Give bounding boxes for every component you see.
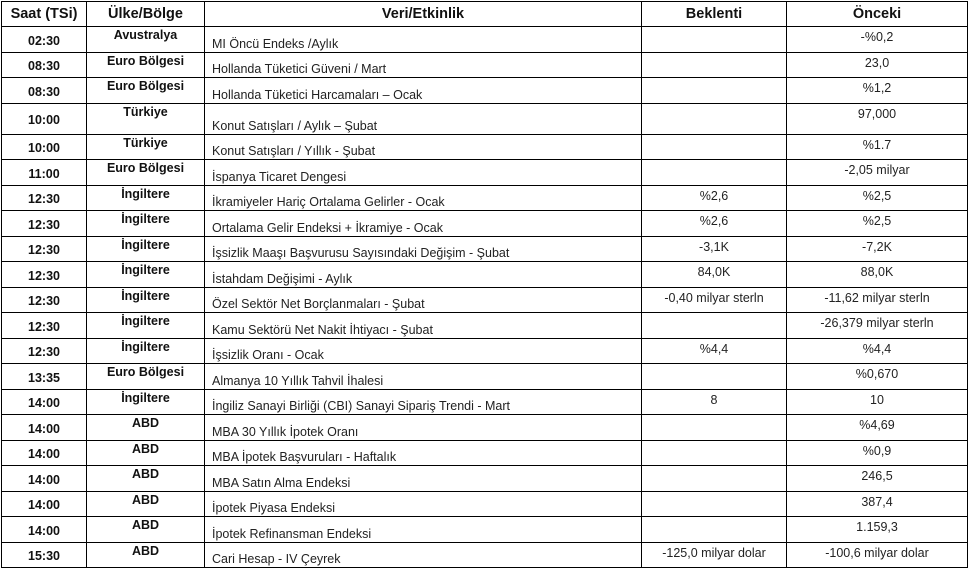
country-cell: İngiltere xyxy=(87,236,205,262)
expected-cell: -125,0 milyar dolar xyxy=(642,542,787,568)
event-cell: Kamu Sektörü Net Nakit İhtiyacı - Şubat xyxy=(205,313,642,339)
time-cell: 08:30 xyxy=(2,78,87,104)
country-cell: Euro Bölgesi xyxy=(87,160,205,186)
country-cell: ABD xyxy=(87,415,205,441)
event-cell: MBA İpotek Başvuruları - Haftalık xyxy=(205,440,642,466)
previous-cell: 23,0 xyxy=(787,52,968,78)
country-cell: ABD xyxy=(87,491,205,517)
event-cell: İşsizlik Oranı - Ocak xyxy=(205,338,642,364)
country-cell: ABD xyxy=(87,440,205,466)
table-row xyxy=(2,211,968,237)
event-cell: Almanya 10 Yıllık Tahvil İhalesi xyxy=(205,364,642,390)
header-previous: Önceki xyxy=(787,2,968,27)
previous-cell: -2,05 milyar xyxy=(787,160,968,186)
event-cell: Özel Sektör Net Borçlanmaları - Şubat xyxy=(205,287,642,313)
table-row xyxy=(2,160,968,186)
country-cell: İngiltere xyxy=(87,211,205,237)
country-cell: Euro Bölgesi xyxy=(87,78,205,104)
expected-cell xyxy=(642,440,787,466)
previous-cell: %2,5 xyxy=(787,211,968,237)
country-cell: İngiltere xyxy=(87,338,205,364)
expected-cell: -3,1K xyxy=(642,236,787,262)
time-cell: 14:00 xyxy=(2,517,87,543)
table-row xyxy=(2,185,968,211)
time-cell: 14:00 xyxy=(2,466,87,492)
header-country: Ülke/Bölge xyxy=(87,2,205,27)
expected-cell: 84,0K xyxy=(642,262,787,288)
expected-cell xyxy=(642,466,787,492)
table-row xyxy=(2,542,968,568)
previous-cell: %4,4 xyxy=(787,338,968,364)
event-cell: Cari Hesap - IV Çeyrek xyxy=(205,542,642,568)
time-cell: 12:30 xyxy=(2,313,87,339)
country-cell: ABD xyxy=(87,517,205,543)
previous-cell: -11,62 milyar sterln xyxy=(787,287,968,313)
table-row xyxy=(2,287,968,313)
time-cell: 12:30 xyxy=(2,338,87,364)
expected-cell xyxy=(642,134,787,160)
event-cell: İspanya Ticaret Dengesi xyxy=(205,160,642,186)
event-cell: Konut Satışları / Yıllık - Şubat xyxy=(205,134,642,160)
header-expected: Beklenti xyxy=(642,2,787,27)
expected-cell xyxy=(642,517,787,543)
event-cell: Hollanda Tüketici Güveni / Mart xyxy=(205,52,642,78)
expected-cell: %2,6 xyxy=(642,185,787,211)
event-cell: İstahdam Değişimi - Aylık xyxy=(205,262,642,288)
expected-cell: %4,4 xyxy=(642,338,787,364)
previous-cell: 97,000 xyxy=(787,103,968,134)
time-cell: 08:30 xyxy=(2,52,87,78)
event-cell: MI Öncü Endeks /Aylık xyxy=(205,27,642,53)
event-cell: İkramiyeler Hariç Ortalama Gelirler - Ocak xyxy=(205,185,642,211)
table-row xyxy=(2,78,968,104)
previous-cell: 246,5 xyxy=(787,466,968,492)
previous-cell: %2,5 xyxy=(787,185,968,211)
time-cell: 13:35 xyxy=(2,364,87,390)
table-row xyxy=(2,27,968,53)
previous-cell: %0,670 xyxy=(787,364,968,390)
time-cell: 15:30 xyxy=(2,542,87,568)
country-cell: ABD xyxy=(87,466,205,492)
previous-cell: 10 xyxy=(787,389,968,415)
event-cell: İşsizlik Maaşı Başvurusu Sayısındaki Değişim - Şubat xyxy=(205,236,642,262)
table-header xyxy=(2,2,968,27)
previous-cell: -100,6 milyar dolar xyxy=(787,542,968,568)
expected-cell: -0,40 milyar sterln xyxy=(642,287,787,313)
expected-cell xyxy=(642,313,787,339)
table-row xyxy=(2,236,968,262)
previous-cell: 88,0K xyxy=(787,262,968,288)
country-cell: Türkiye xyxy=(87,103,205,134)
table-row xyxy=(2,262,968,288)
time-cell: 10:00 xyxy=(2,134,87,160)
country-cell: İngiltere xyxy=(87,185,205,211)
expected-cell: 8 xyxy=(642,389,787,415)
header-event: Veri/Etkinlik xyxy=(205,2,642,27)
table-row xyxy=(2,338,968,364)
table-row xyxy=(2,440,968,466)
table-row xyxy=(2,313,968,339)
table-row xyxy=(2,415,968,441)
expected-cell xyxy=(642,52,787,78)
time-cell: 12:30 xyxy=(2,287,87,313)
header-row xyxy=(2,2,968,27)
time-cell: 14:00 xyxy=(2,389,87,415)
table-row xyxy=(2,389,968,415)
table-row xyxy=(2,52,968,78)
previous-cell: -26,379 milyar sterln xyxy=(787,313,968,339)
country-cell: ABD xyxy=(87,542,205,568)
country-cell: İngiltere xyxy=(87,313,205,339)
table-row xyxy=(2,491,968,517)
event-cell: İpotek Refinansman Endeksi xyxy=(205,517,642,543)
table-row xyxy=(2,103,968,134)
event-cell: İngiliz Sanayi Birliği (CBI) Sanayi Sipariş Trendi - Mart xyxy=(205,389,642,415)
table-row xyxy=(2,517,968,543)
time-cell: 11:00 xyxy=(2,160,87,186)
header-time: Saat (TSi) xyxy=(2,2,87,27)
time-cell: 14:00 xyxy=(2,491,87,517)
event-cell: Konut Satışları / Aylık – Şubat xyxy=(205,103,642,134)
previous-cell: %1.7 xyxy=(787,134,968,160)
event-cell: MBA 30 Yıllık İpotek Oranı xyxy=(205,415,642,441)
event-cell: İpotek Piyasa Endeksi xyxy=(205,491,642,517)
previous-cell: 1.159,3 xyxy=(787,517,968,543)
country-cell: İngiltere xyxy=(87,389,205,415)
event-cell: MBA Satın Alma Endeksi xyxy=(205,466,642,492)
expected-cell xyxy=(642,27,787,53)
event-cell: Hollanda Tüketici Harcamaları – Ocak xyxy=(205,78,642,104)
expected-cell xyxy=(642,364,787,390)
event-cell: Ortalama Gelir Endeksi + İkramiye - Ocak xyxy=(205,211,642,237)
economic-calendar-table xyxy=(1,1,968,568)
country-cell: Euro Bölgesi xyxy=(87,52,205,78)
expected-cell xyxy=(642,160,787,186)
previous-cell: %0,9 xyxy=(787,440,968,466)
country-cell: Türkiye xyxy=(87,134,205,160)
time-cell: 12:30 xyxy=(2,185,87,211)
expected-cell xyxy=(642,415,787,441)
time-cell: 10:00 xyxy=(2,103,87,134)
table-row xyxy=(2,466,968,492)
previous-cell: 387,4 xyxy=(787,491,968,517)
table-body xyxy=(2,27,968,568)
table-row xyxy=(2,134,968,160)
time-cell: 14:00 xyxy=(2,415,87,441)
table-row xyxy=(2,364,968,390)
time-cell: 12:30 xyxy=(2,236,87,262)
expected-cell xyxy=(642,491,787,517)
country-cell: İngiltere xyxy=(87,262,205,288)
time-cell: 14:00 xyxy=(2,440,87,466)
previous-cell: -7,2K xyxy=(787,236,968,262)
expected-cell xyxy=(642,103,787,134)
time-cell: 12:30 xyxy=(2,262,87,288)
previous-cell: %4,69 xyxy=(787,415,968,441)
previous-cell: -%0,2 xyxy=(787,27,968,53)
time-cell: 12:30 xyxy=(2,211,87,237)
expected-cell: %2,6 xyxy=(642,211,787,237)
country-cell: Avustralya xyxy=(87,27,205,53)
expected-cell xyxy=(642,78,787,104)
country-cell: İngiltere xyxy=(87,287,205,313)
country-cell: Euro Bölgesi xyxy=(87,364,205,390)
time-cell: 02:30 xyxy=(2,27,87,53)
previous-cell: %1,2 xyxy=(787,78,968,104)
